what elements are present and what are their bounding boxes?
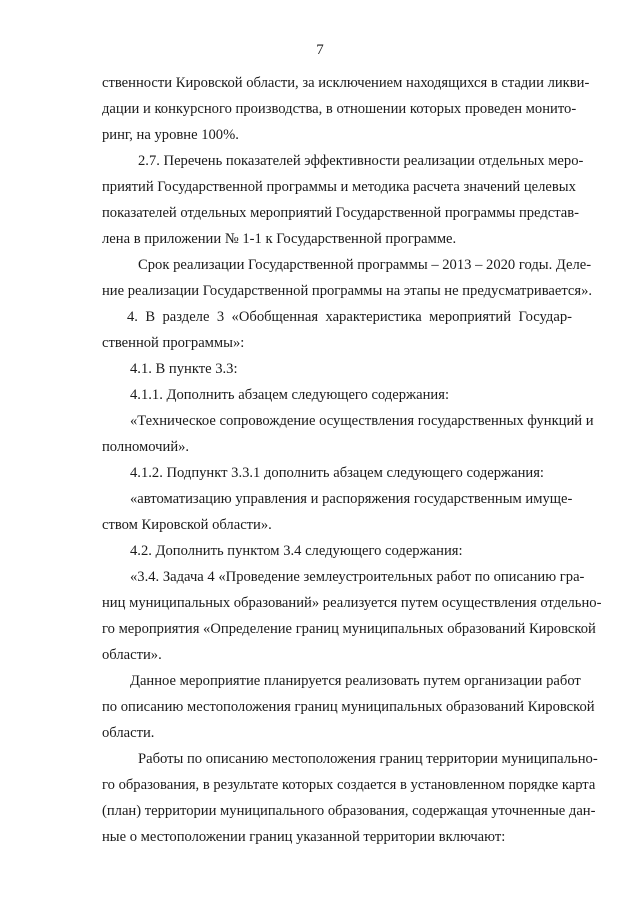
text-line: ние реализации Государственной программы на этапы не предусматривается». bbox=[102, 283, 593, 299]
text-line: (план) территории муниципального образования, содержащая уточненные дан- bbox=[102, 803, 596, 819]
text-line: 4.2. Дополнить пунктом 3.4 следующего содержания: bbox=[130, 543, 463, 559]
text-line: «Техническое сопровождение осуществления государственных функций и bbox=[130, 413, 594, 429]
text-line: «3.4. Задача 4 «Проведение землеустроительных работ по описанию гра- bbox=[130, 569, 585, 585]
text-line: приятий Государственной программы и методика расчета значений целевых bbox=[102, 179, 576, 195]
text-line: 4.1.1. Дополнить абзацем следующего содержания: bbox=[130, 387, 450, 403]
text-line: по описанию местоположения границ муниципальных образований Кировской bbox=[102, 699, 595, 715]
text-line: ственности Кировской области, за исключением находящихся в стадии ликви- bbox=[102, 75, 590, 91]
text-line: ринг, на уровне 100%. bbox=[102, 127, 239, 143]
text-line: полномочий». bbox=[102, 439, 190, 455]
text-line: дации и конкурсного производства, в отношении которых проведен монито- bbox=[102, 101, 577, 117]
text-line: 4. В разделе 3 «Обобщенная характеристика мероприятий Государ- bbox=[127, 309, 572, 325]
text-line: го образования, в результате которых создается в установленном порядке карта bbox=[102, 777, 596, 793]
text-line: «автоматизацию управления и распоряжения государственным имуще- bbox=[130, 491, 573, 507]
text-line: показателей отдельных мероприятий Государственной программы представ- bbox=[102, 205, 580, 221]
text-line: ственной программы»: bbox=[102, 335, 245, 351]
text-line: ством Кировской области». bbox=[102, 517, 272, 533]
text-line: Работы по описанию местоположения границ территории муниципально- bbox=[138, 751, 598, 767]
text-line: 4.1.2. Подпункт 3.3.1 дополнить абзацем следующего содержания: bbox=[130, 465, 544, 481]
text-line: области». bbox=[102, 647, 162, 663]
text-line: ные о местоположении границ указанной территории включают: bbox=[102, 829, 506, 845]
text-line: области. bbox=[102, 725, 155, 741]
page-number: 7 bbox=[316, 42, 324, 58]
text-line: го мероприятия «Определение границ муниципальных образований Кировской bbox=[102, 621, 596, 637]
text-line: лена в приложении № 1-1 к Государственной программе. bbox=[102, 231, 457, 247]
text-line: Срок реализации Государственной программы – 2013 – 2020 годы. Деле- bbox=[138, 257, 592, 273]
text-line: 2.7. Перечень показателей эффективности реализации отдельных меро- bbox=[138, 153, 584, 169]
text-line: 4.1. В пункте 3.3: bbox=[130, 361, 238, 377]
text-line: Данное мероприятие планируется реализовать путем организации работ bbox=[130, 673, 581, 689]
text-line: ниц муниципальных образований» реализуется путем осуществления отдельно- bbox=[102, 595, 602, 611]
